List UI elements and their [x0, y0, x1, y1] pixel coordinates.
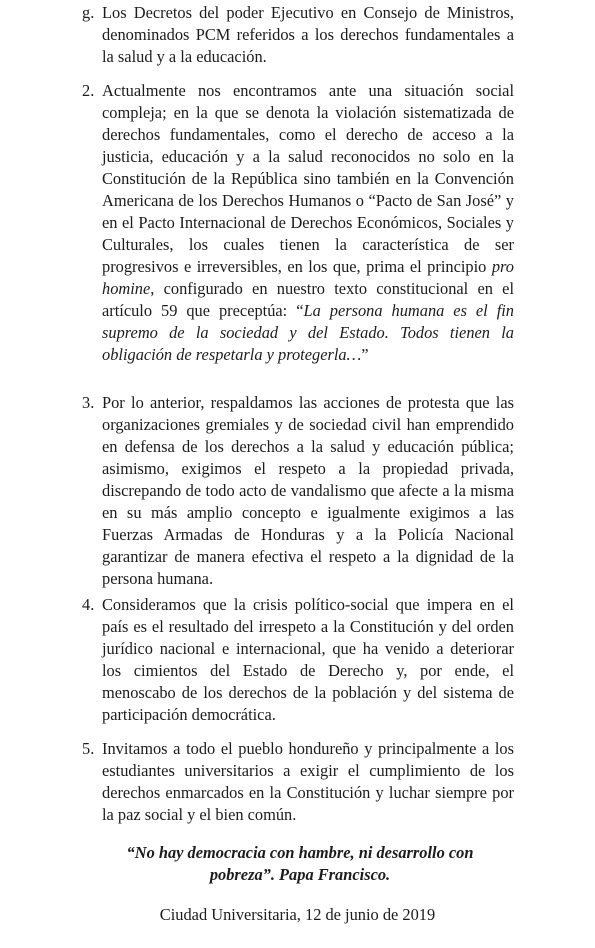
item-text-after: ”	[361, 345, 369, 364]
list-item-2	[82, 80, 514, 366]
item-text: Por lo anterior, respaldamos las acciones de protesta que las organizaciones gremiales y de sociedad civil han emprendido en defensa de los derechos a la salud y educación pública; asimismo, exigimos el respeto a la propiedad privada, discrepando de todo acto de vandalismo que afecte a la misma en su más amplio concepto e igualmente exigimos a las Fuerzas Armadas de Honduras y a la Policía Nacional garantizar de manera efectiva el respeto a la dignidad de la persona humana.	[102, 393, 514, 588]
list-item-3	[82, 392, 514, 590]
item-label: g.	[82, 3, 95, 22]
item-text-middle: , configurado en nuestro texto constitucional en el artículo 59 que preceptúa: “	[102, 279, 514, 320]
item-label: 4.	[82, 595, 95, 614]
item-text: Actualmente nos encontramos ante una situación social compleja; en la que se denota la violación sistematizada de derechos fundamentales, como el derecho de acceso a la justicia, educación y a la salud reconocidos no solo en la Constitución de la República sino también en la Convención Americana de los Derechos Humanos o “Pacto de San José” y en el Pacto Internacional de Derechos Económicos, Sociales y Culturales, los cuales tienen la característica de ser progresivos e irreversibles, en los que, prima el principio	[102, 81, 514, 276]
list-item-g	[82, 2, 514, 68]
list-item-5	[82, 738, 514, 826]
item-label: 5.	[82, 739, 95, 758]
closing-quote	[100, 842, 500, 886]
pro-homine-emphasis: pro homine	[102, 257, 514, 298]
dateline: Ciudad Universitaria, 12 de junio de 2019	[159, 905, 436, 924]
closing-quote-line-2: pobreza”. Papa Francisco.	[209, 865, 391, 884]
constitution-quote: La persona humana es el fin supremo de la sociedad y del Estado. Todos tienen la obligación de respetarla y protegerla…	[102, 301, 514, 364]
item-text: Invitamos a todo el pueblo hondureño y principalmente a los estudiantes universitarios a exigir el cumplimiento de los derechos enmarcados en la Constitución y luchar siempre por la paz social y el bien común.	[102, 739, 514, 824]
item-text: Consideramos que la crisis político-social que impera en el país es el resultado del irrespeto a la Constitución y del orden jurídico nacional e internacional, que ha venido a deteriorar los cimientos del Estado de Derecho y, por ende, el menoscabo de los derechos de la población y del sistema de participación democrática.	[102, 595, 514, 724]
closing-quote-line-1: “No hay democracia con hambre, ni desarrollo con	[126, 843, 474, 862]
item-label: 3.	[82, 393, 95, 412]
item-text: Los Decretos del poder Ejecutivo en Consejo de Ministros, denominados PCM referidos a los derechos fundamentales a la salud y a la educación.	[102, 3, 514, 66]
list-item-4	[82, 594, 514, 726]
item-label: 2.	[82, 81, 95, 100]
